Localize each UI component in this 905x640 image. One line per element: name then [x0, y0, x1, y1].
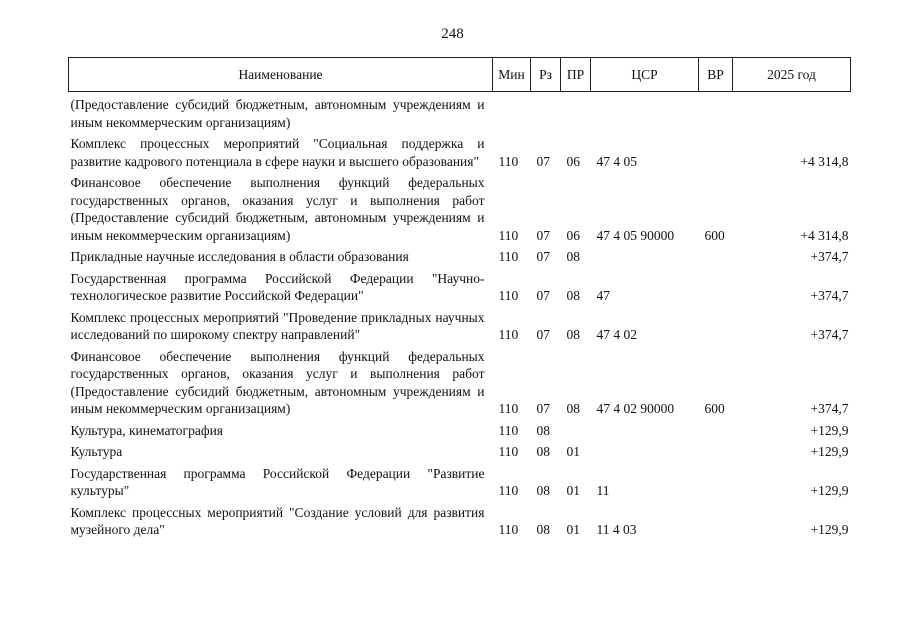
- row-csr: 47 4 05: [596, 153, 637, 169]
- row-min: 110: [498, 288, 519, 303]
- row-name: Прикладные научные исследования в области образования: [70, 249, 409, 264]
- row-min: [493, 92, 531, 132]
- row-name: (Предоставление субсидий бюджетным, автономным учреждениям и иным некоммерческим организациям): [70, 97, 485, 130]
- row-rz: 07: [536, 401, 550, 416]
- row-pr: 06: [566, 153, 580, 169]
- row-rz: 07: [536, 153, 550, 169]
- row-name: Комплекс процессных мероприятий "Социальная поддержка и развитие кадрового потенциала в сфере науки и высшего образования": [70, 136, 485, 169]
- header-min: Мин: [493, 58, 531, 92]
- header-name: Наименование: [69, 58, 493, 92]
- row-rz: 08: [536, 483, 550, 498]
- row-vr: [699, 500, 733, 539]
- row-rz: 08: [536, 422, 550, 438]
- row-vr: 600: [704, 227, 725, 243]
- table-row: [69, 418, 851, 440]
- page-number: 248: [441, 26, 464, 42]
- row-csr: [591, 92, 699, 132]
- row-pr: 08: [566, 288, 580, 303]
- row-rz: 07: [536, 249, 550, 264]
- row-pr: [561, 418, 591, 440]
- table-row: [69, 170, 851, 244]
- row-rz: 07: [536, 227, 550, 243]
- row-min: 110: [498, 422, 519, 438]
- row-name: Культура, кинематография: [70, 422, 224, 438]
- row-name: Государственная программа Российской Федерации "Развитие культуры": [70, 465, 485, 498]
- header-pr: ПР: [561, 58, 591, 92]
- row-csr: [591, 244, 699, 266]
- row-pr: 06: [566, 227, 580, 243]
- row-min: 110: [498, 153, 519, 169]
- row-csr: 47 4 02: [596, 327, 637, 342]
- row-pr: 08: [566, 327, 580, 342]
- row-csr: 47 4 02 90000: [596, 401, 675, 416]
- row-amount: +129,9: [810, 444, 849, 459]
- row-amount: +129,9: [810, 422, 849, 438]
- row-min: 110: [498, 444, 519, 459]
- table-row: [69, 244, 851, 266]
- table-row: [69, 266, 851, 305]
- row-amount: +374,7: [810, 288, 849, 303]
- table-row: [69, 500, 851, 539]
- row-amount: +374,7: [810, 249, 849, 264]
- row-csr: 47 4 05 90000: [596, 227, 675, 243]
- row-name: Комплекс процессных мероприятий "Создание условий для развития музейного дела": [70, 504, 485, 537]
- row-vr: [699, 92, 733, 132]
- row-amount: +374,7: [810, 327, 849, 342]
- row-vr: [699, 131, 733, 170]
- row-amount: [733, 92, 851, 132]
- row-rz: [531, 92, 561, 132]
- row-pr: 01: [566, 483, 580, 498]
- row-rz: 07: [536, 288, 550, 303]
- row-vr: [699, 266, 733, 305]
- table-row: [69, 344, 851, 418]
- row-amount: +129,9: [810, 522, 849, 537]
- row-vr: [699, 418, 733, 440]
- row-pr: 01: [566, 444, 580, 459]
- row-pr: 01: [566, 522, 580, 537]
- row-rz: 07: [536, 327, 550, 342]
- row-rz: 08: [536, 522, 550, 537]
- row-rz: 08: [536, 444, 550, 459]
- budget-table: [68, 57, 851, 539]
- row-vr: [699, 305, 733, 344]
- row-min: 110: [498, 522, 519, 537]
- row-csr: 47: [596, 288, 610, 303]
- table-row: [69, 131, 851, 170]
- row-vr: [699, 439, 733, 461]
- header-csr: ЦСР: [591, 58, 699, 92]
- row-name: Культура: [70, 444, 123, 459]
- row-amount: +4 314,8: [800, 153, 849, 169]
- table-header: [69, 58, 851, 92]
- row-min: 110: [498, 483, 519, 498]
- row-vr: [699, 461, 733, 500]
- row-csr: 11 4 03: [596, 522, 637, 537]
- table-row: [69, 92, 851, 132]
- table-row: [69, 439, 851, 461]
- row-csr: [591, 418, 699, 440]
- row-min: 110: [498, 327, 519, 342]
- row-vr: [699, 244, 733, 266]
- row-name: Финансовое обеспечение выполнения функций федеральных государственных органов, оказания услуг и выполнения работ (Предоставление субсидий бюджетным, автономным учреждениям и иным некоммерческим организациям): [70, 175, 485, 243]
- row-min: 110: [498, 249, 519, 264]
- row-pr: 08: [566, 401, 580, 416]
- table-row: [69, 461, 851, 500]
- row-name: Финансовое обеспечение выполнения функций федеральных государственных органов, оказания услуг и выполнения работ (Предоставление субсидий бюджетным, автономным учреждениям и иным некоммерческим организациям): [70, 348, 485, 416]
- row-amount: +4 314,8: [800, 227, 849, 243]
- row-csr: 11: [596, 483, 610, 498]
- header-rz: Рз: [531, 58, 561, 92]
- row-name: Комплекс процессных мероприятий "Проведение прикладных научных исследований по широкому спектру направлений": [70, 309, 485, 342]
- table-body: [69, 92, 851, 539]
- row-pr: [561, 92, 591, 132]
- row-vr: 600: [704, 401, 725, 416]
- table-row: [69, 305, 851, 344]
- row-amount: +374,7: [810, 401, 849, 416]
- row-name: Государственная программа Российской Федерации "Научно-технологическое развитие Российской Федерации": [70, 270, 485, 303]
- row-min: 110: [498, 401, 519, 416]
- row-amount: +129,9: [810, 483, 849, 498]
- header-year: 2025 год: [733, 58, 851, 92]
- header-vr: ВР: [699, 58, 733, 92]
- row-pr: 08: [566, 249, 580, 264]
- row-csr: [591, 439, 699, 461]
- row-min: 110: [498, 227, 519, 243]
